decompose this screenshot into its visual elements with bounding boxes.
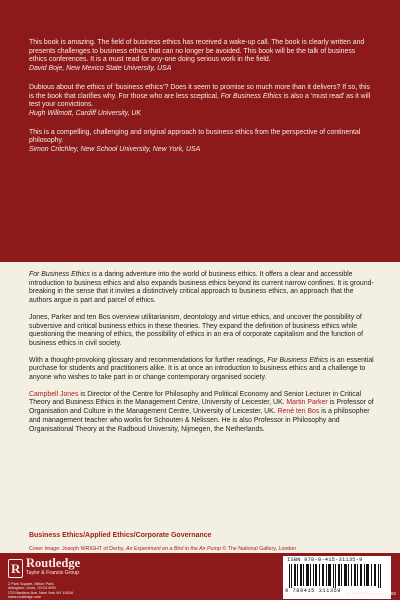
cover-image-credit bbox=[29, 546, 375, 552]
endorsement-quote-2 bbox=[29, 84, 375, 119]
isbn-digits: 9 780415 311359 bbox=[285, 588, 342, 594]
blurb-text: is an essential purchase for students and practitioners alike. It is at once an introduction to business ethics and a challenge to anyone who wishes to take part in or change contemporary organised society. bbox=[29, 356, 374, 382]
endorsement-quote-3 bbox=[29, 129, 375, 155]
isbn-label: ISBN 978-0-415-31135-9 bbox=[287, 557, 363, 563]
tagline-text: business bbox=[372, 591, 396, 597]
quote-text: This book is amazing. The field of business ethics has received a wake-up call. The book is clearly written and presents challenges to business ethics that can no longer be avoided. This book will be the talk of business ethics conferences. It is a must read for any-one doing serious work in the field. bbox=[29, 39, 365, 64]
blurb-text: is a daring adventure into the world of business ethics. It offers a clear and accessible introduction to business ethics and also expands business ethics beyond its current narrow confines. It is ground-breaking in the sense that it invites a distinctively critical approach to business ethics, an approach that the authors argue is part and parcel of ethics. bbox=[29, 271, 374, 305]
address-line: Abingdon, Oxon, OX14 4RN bbox=[8, 586, 56, 591]
subject-category: Business Ethics/Applied Ethics/Corporate Governance bbox=[29, 532, 212, 539]
author-name: René ten Bos bbox=[277, 408, 320, 416]
author-name: Campbell Jones bbox=[29, 390, 79, 398]
credit-text: Cover image: Joseph WRIGHT of Derby, bbox=[29, 546, 126, 552]
blurb-text: With a thought-provoking glossary and recommendations for further readings, bbox=[29, 356, 268, 364]
book-description bbox=[29, 271, 375, 442]
quote-attribution: Hugh Willmott, Cardiff University, UK bbox=[29, 109, 141, 117]
book-title: For Business Ethics bbox=[267, 356, 329, 364]
quote-attribution: Simon Critchley, New School University, New York, USA bbox=[29, 146, 201, 154]
endorsements-panel bbox=[0, 0, 400, 262]
book-title: For Business Ethics bbox=[220, 92, 282, 100]
informa-brand: informa bbox=[352, 591, 373, 597]
publisher-address bbox=[8, 582, 208, 599]
book-title: For Business Ethics bbox=[29, 271, 90, 278]
address-line: 2 Park Square, Milton Park, bbox=[8, 582, 55, 586]
author-name: Martin Parker bbox=[286, 399, 328, 407]
author-bios bbox=[29, 391, 375, 435]
credit-text: © The National Gallery, London bbox=[220, 546, 297, 552]
author-bio: is a philosopher and management teacher who works for Schouten & Nelissen. He is also Professor in Philosophy and Organisational Theory at the Radboud University, Nijmegen, the Netherlands. bbox=[29, 408, 370, 433]
publisher-group: Taylor & Francis Group bbox=[26, 570, 80, 576]
painting-title: An Experiment on a Bird in the Air Pump bbox=[125, 546, 221, 552]
barcode-icon bbox=[289, 564, 385, 588]
address-line: www.routledge.com bbox=[8, 594, 42, 599]
blurb-paragraph-1 bbox=[29, 271, 375, 306]
tagline-text: an bbox=[344, 591, 353, 597]
publisher-name: Routledge bbox=[26, 556, 81, 570]
quote-attribution: David Boje, New Mexico State University, USA bbox=[29, 65, 172, 73]
author-bio: is Director of the Centre for Philosophy and Political Economy and Senior Lecturer in Critical Theory and Business Ethics in the Management Centre, University of Leicester, UK. bbox=[29, 390, 362, 407]
blurb-paragraph-2: Jones, Parker and ten Bos overview utilitarianism, deontology and virtue ethics, and uncover the possibility of subversive and critical business ethics in these theories. They expand the definition of business ethics while questioning the meaning of ethics, the possibility of ethics in an era of corporate capitalism and the function of business ethics in civil society. bbox=[29, 313, 364, 347]
quote-text: Dubious about the ethics of ‘business ethics’? Does it seem to promise so much more than it delivers? If so, this is the book that clarifies why. For those who are less sceptical, bbox=[29, 83, 370, 100]
quote-text: This is a compelling, challenging and original approach to business ethics from the perspective of continental philosophy. bbox=[29, 128, 361, 145]
author-bio: is Professor of Organisation and Culture in the Management Centre, University of Leicester, UK. bbox=[29, 399, 374, 416]
quote-text: is also a ‘must read’ as it will test your convictions. bbox=[29, 92, 371, 109]
endorsement-quote-1 bbox=[29, 39, 375, 74]
informa-tagline bbox=[345, 591, 396, 597]
blurb-paragraph-3 bbox=[29, 357, 375, 383]
address-line: 270 Madison Ave, New York NY 10016 bbox=[8, 590, 74, 595]
routledge-logo-icon: R bbox=[8, 559, 23, 578]
